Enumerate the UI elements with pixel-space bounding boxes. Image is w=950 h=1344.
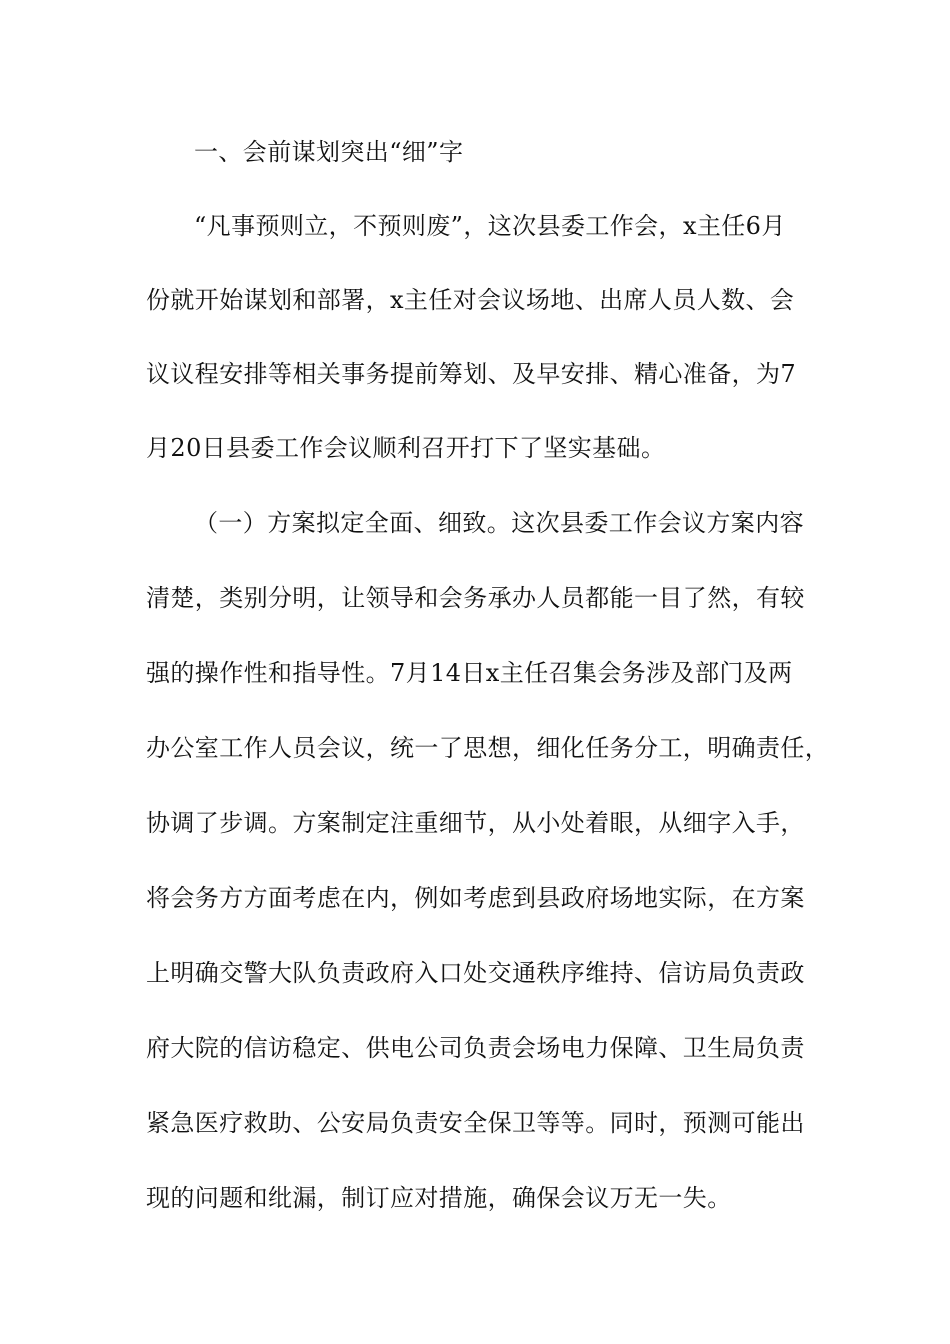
paragraph-1-line-3: 议议程安排等相关事务提前筹划、及早安排、精心准备，为7: [146, 360, 797, 388]
paragraph-2-line-8: 府大院的信访稳定、供电公司负责会场电力保障、卫生局负责: [146, 1034, 805, 1062]
paragraph-2-line-6: 将会务方方面考虑在内，例如考虑到县政府场地实际，在方案: [146, 884, 805, 912]
paragraph-2-line-9: 紧急医疗救助、公安局负责安全保卫等等。同时，预测可能出: [146, 1109, 805, 1137]
section-heading: 一、会前谋划突出“细”字: [194, 138, 464, 166]
paragraph-1-line-2: 份就开始谋划和部署，x主任对会议场地、出席人员人数、会: [146, 286, 795, 314]
paragraph-2-line-5: 协调了步调。方案制定注重细节，从小处着眼，从细字入手，: [146, 809, 805, 837]
paragraph-2-line-3: 强的操作性和指导性。7月14日x主任召集会务涉及部门及两: [146, 659, 793, 687]
paragraph-2-line-2: 清楚，类别分明，让领导和会务承办人员都能一目了然，有较: [146, 584, 805, 612]
paragraph-2-line-10: 现的问题和纰漏，制订应对措施，确保会议万无一失。: [146, 1184, 732, 1212]
paragraph-2-line-1: （一）方案拟定全面、细致。这次县委工作会议方案内容: [194, 509, 804, 537]
paragraph-2-line-7: 上明确交警大队负责政府入口处交通秩序维持、信访局负责政: [146, 959, 805, 987]
paragraph-1-line-1: “凡事预则立，不预则废”，这次县委工作会，x主任6月: [194, 212, 786, 240]
paragraph-1-line-4: 月20日县委工作会议顺利召开打下了坚实基础。: [146, 434, 666, 462]
paragraph-2-line-4: 办公室工作人员会议，统一了思想，细化任务分工，明确责任，: [146, 734, 830, 762]
